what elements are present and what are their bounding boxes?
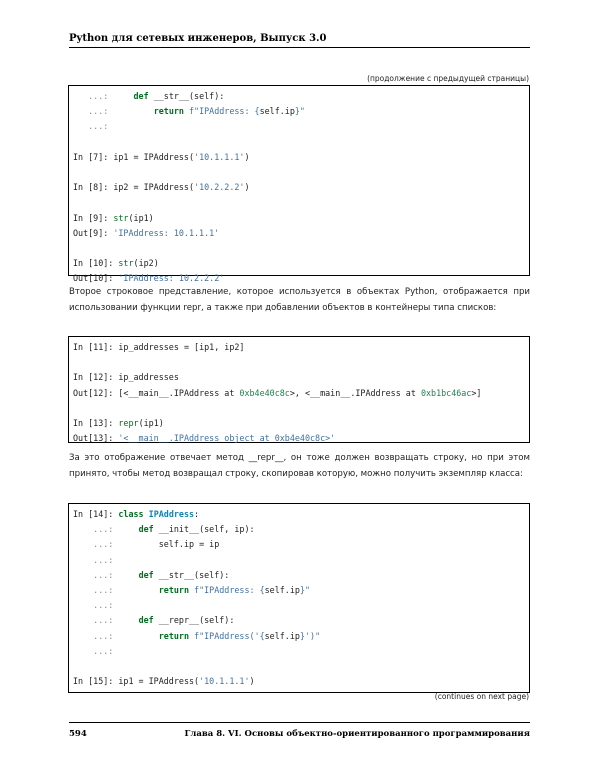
code-line xyxy=(73,165,529,180)
code-line: Out[12]: [<__main__.IPAddress at 0xb4e40c8c>, <__main__.IPAddress at 0xb1bc46ac>] xyxy=(73,387,482,398)
code-line: In [12]: ip_addresses xyxy=(73,372,179,383)
code-line: ...: xyxy=(73,121,109,132)
code-line: ...: self.ip = ip xyxy=(73,539,220,550)
code-line: ...: def __init__(self, ip): xyxy=(73,524,255,535)
code-block-1 xyxy=(68,85,530,284)
code-line xyxy=(73,135,529,150)
code-line: In [14]: class IPAddress: xyxy=(73,509,200,519)
code-line: ...: return f"IPAddress: {self.ip}" xyxy=(73,106,305,117)
code-line: In [9]: str(ip1) xyxy=(73,212,154,223)
code-line: In [10]: str(ip2) xyxy=(73,258,159,269)
page-footer xyxy=(69,722,530,741)
page-header xyxy=(69,33,530,48)
code-line: In [7]: ip1 = IPAddress('10.1.1.1') xyxy=(73,151,250,162)
paragraph-repr-intro: Второе строковое представление, которое используется в объектах Python, отображается при использовании функции repr, а также при добавлении объектов в контейнеры типа списков: xyxy=(69,287,530,314)
code-line xyxy=(73,355,529,370)
code-line xyxy=(73,241,529,256)
code-line: Out[10]: 'IPAddress: 10.2.2.2' xyxy=(73,273,225,284)
book-title: Python для сетевых инженеров, Выпуск 3.0 xyxy=(69,33,327,44)
code-line: ...: return f"IPAddress('{self.ip}')" xyxy=(73,630,321,641)
code-line: In [11]: ip_addresses = [ip1, ip2] xyxy=(73,342,245,352)
code-line xyxy=(73,659,529,674)
page-number: 594 xyxy=(69,729,87,739)
paragraph-repr-method: За это отображение отвечает метод __repr__, он тоже должен возвращать строку, но при этом принято, чтобы метод возвращал строку, скопировав которую, можно получить экземпляр класса: xyxy=(69,453,530,480)
code-line xyxy=(73,401,529,416)
code-line: In [8]: ip2 = IPAddress('10.2.2.2') xyxy=(73,182,250,193)
continued-from-previous-note: (продолжение с предыдущей страницы) xyxy=(367,74,529,83)
code-line: ...: return f"IPAddress: {self.ip}" xyxy=(73,584,311,595)
code-line: ...: xyxy=(73,554,114,565)
code-line: ...: xyxy=(73,600,114,611)
code-line: Out[13]: '<__main__.IPAddress object at 0xb4e40c8c>' xyxy=(73,433,336,444)
code-block-3 xyxy=(68,503,530,693)
code-line: In [15]: ip1 = IPAddress('10.1.1.1') xyxy=(73,676,255,687)
code-line: Out[9]: 'IPAddress: 10.1.1.1' xyxy=(73,227,220,238)
code-line: ...: def __str__(self): xyxy=(73,569,230,580)
continues-next-page-note: (continues on next page) xyxy=(434,692,529,701)
code-line xyxy=(73,195,529,210)
code-block-2 xyxy=(68,336,530,443)
code-line: ...: def __str__(self): xyxy=(73,91,225,101)
code-line: ...: def __repr__(self): xyxy=(73,615,235,626)
code-line: ...: xyxy=(73,645,114,656)
code-line: In [13]: repr(ip1) xyxy=(73,417,164,428)
chapter-title: Глава 8. VI. Основы объектно-ориентированного программирования xyxy=(184,729,530,739)
